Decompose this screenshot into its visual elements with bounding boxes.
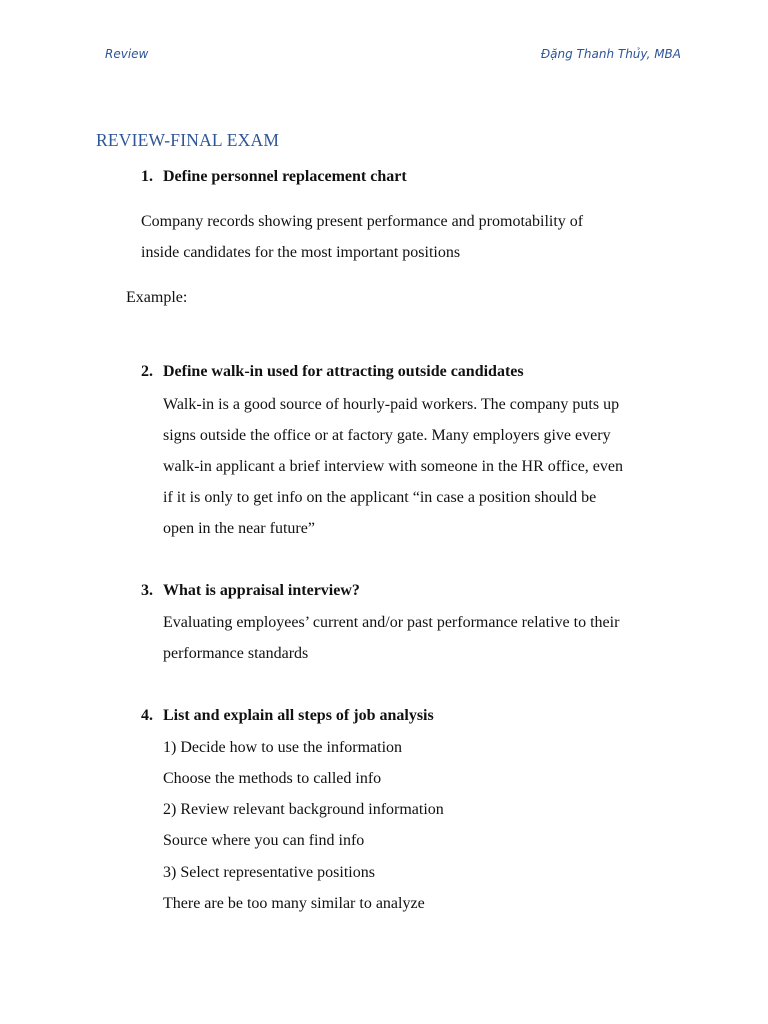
header-left: Review [105, 47, 149, 61]
answer-line: inside candidates for the most important positions [141, 244, 461, 261]
answer-line: There are be too many similar to analyze [163, 895, 425, 912]
question-text: Define personnel replacement chart [163, 168, 407, 185]
header-right: Đặng Thanh Thủy, MBA [540, 47, 681, 61]
answer-line: Walk-in is a good source of hourly-paid workers. The company puts up [163, 396, 620, 413]
answer-line: signs outside the office or at factory gate. Many employers give every [163, 427, 611, 444]
example-label: Example: [126, 289, 188, 306]
answer-line: 1) Decide how to use the information [163, 739, 403, 756]
answer-line: performance standards [163, 645, 309, 662]
answer-line: Source where you can find info [163, 832, 365, 849]
question-number: 4. [141, 707, 153, 724]
question-1-heading [141, 168, 407, 186]
document-title: REVIEW-FINAL EXAM [96, 130, 280, 150]
answer-line: 3) Select representative positions [163, 864, 375, 881]
question-3-heading [141, 582, 360, 600]
answer-line: Choose the methods to called info [163, 770, 382, 787]
question-text: Define walk-in used for attracting outside candidates [163, 363, 524, 380]
question-text: List and explain all steps of job analysis [163, 707, 434, 724]
question-number: 1. [141, 168, 153, 185]
answer-line: 2) Review relevant background information [163, 801, 444, 818]
answer-line: if it is only to get info on the applicant “in case a position should be [163, 489, 597, 506]
question-number: 3. [141, 582, 153, 599]
answer-line: Company records showing present performance and promotability of [141, 213, 584, 230]
question-2-heading [141, 363, 524, 381]
question-text: What is appraisal interview? [163, 582, 360, 599]
answer-line: open in the near future” [163, 520, 315, 537]
question-number: 2. [141, 363, 153, 380]
answer-line: Evaluating employees’ current and/or past performance relative to their [163, 614, 620, 631]
question-4-heading [141, 707, 434, 725]
answer-line: walk-in applicant a brief interview with someone in the HR office, even [163, 458, 623, 475]
